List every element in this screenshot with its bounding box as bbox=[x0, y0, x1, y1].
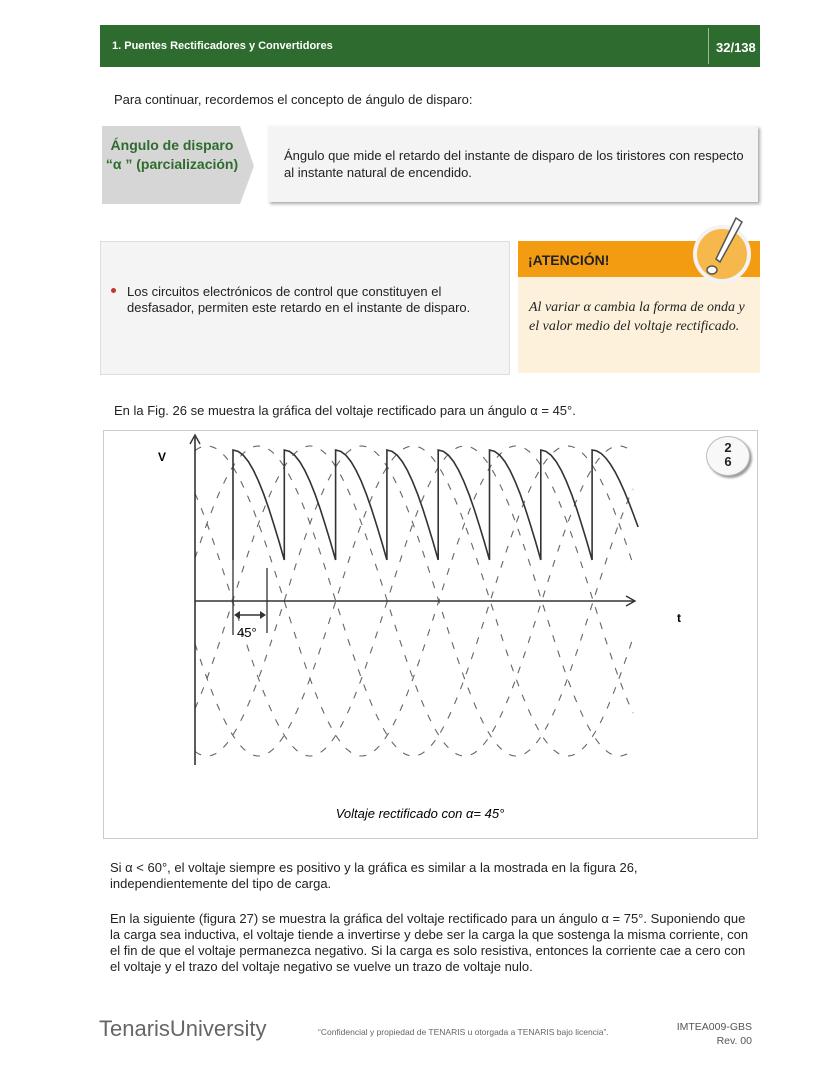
attention-header: ¡ATENCIÓN! bbox=[518, 241, 760, 277]
tenaris-university-logo: TenarisUniversity bbox=[99, 1016, 267, 1041]
v-axis-label: V bbox=[158, 450, 167, 464]
figure-caption: Voltaje rectificado con α= 45° bbox=[335, 806, 505, 821]
intro-text: Para continuar, recordemos el concepto de ángulo de disparo: bbox=[114, 92, 473, 107]
definition-text: Ángulo que mide el retardo del instante de disparo de los tiristores con respecto al instante natural de encendido. bbox=[284, 148, 744, 180]
figure-intro: En la Fig. 26 se muestra la gráfica del voltaje rectificado para un ángulo α = 45°. bbox=[114, 403, 576, 418]
bullet-text: Los circuitos electrónicos de control que constituyen el desfasador, permiten este retardo en el instante de disparo. bbox=[127, 284, 471, 315]
document-code: IMTEA009-GBS Rev. 00 bbox=[676, 1021, 752, 1047]
paragraph-2: En la siguiente (figura 27) se muestra la gráfica del voltaje rectificado para un ángulo α = 75°. Suponiendo que la carga sea inductiva, el voltaje tiende a invertirse y debe ser la carga la que sostenga la misma corriente, con el fin de que el voltaje permanezca negativo. Si la carga es solo resistiva, entonces la corriente cae a cero con el voltaje y el trazo del voltaje negativo se vuelve un trazo de voltaje nulo. bbox=[110, 911, 749, 974]
t-axis-label: t bbox=[677, 611, 681, 625]
definition-term: Ángulo de disparo “α ” (parcialización) bbox=[102, 126, 252, 204]
attention-text: Al variar α cambia la forma de onda y el valor medio del voltaje rectificado. bbox=[529, 300, 745, 334]
confidential-note: “Confidencial y propiedad de TENARIS u otorgada a TENARIS bajo licencia”. bbox=[318, 1027, 609, 1037]
angle-label: 45° bbox=[237, 625, 257, 640]
rectified-voltage-trace bbox=[233, 450, 638, 560]
paragraph-1: Si α < 60°, el voltaje siempre es positivo y la gráfica es similar a la mostrada en la figura 26, independientemente del tipo de carga. bbox=[110, 860, 638, 891]
section-title: 1. Puentes Rectificadores y Convertidores bbox=[112, 40, 333, 52]
figure-number-badge: 2 6 bbox=[706, 436, 750, 476]
page-number: 32/138 bbox=[716, 40, 756, 55]
